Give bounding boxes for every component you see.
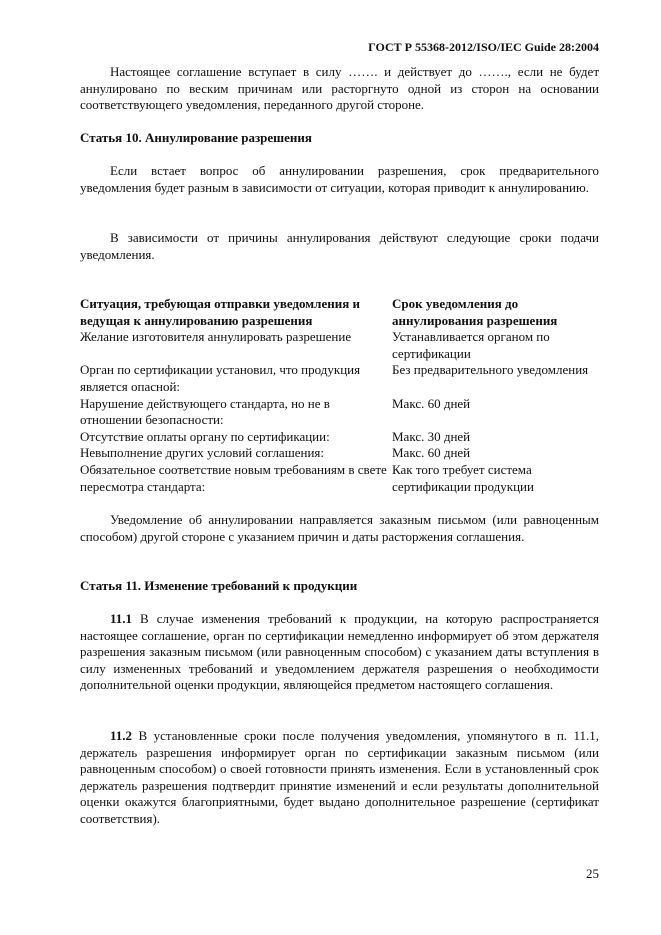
situation-cell: Обязательное соответствие новым требованиям в свете пересмотра стандарта: [80,461,387,494]
intro-paragraph: Настоящее соглашение вступает в силу ……. и действует до ……., если не будет аннулировано по веским причинам или расторгнуто одной из сторон на основании соответствующего уведомления, переданного другой стороне. [80,64,599,113]
term-cell: Без предварительного уведомления [392,362,589,378]
revocation-table [80,296,599,495]
document-header: ГОСТ Р 55368-2012/ISO/IEC Guide 28:2004 [368,40,599,54]
situation-cell: Нарушение действующего стандарта, но не в отношении безопасности: [80,395,330,428]
page-number: 25 [586,866,599,881]
article-10-paragraph-2: В зависимости от причины аннулирования действуют следующие сроки подачи уведомления. [80,230,599,262]
clause-11-1 [80,611,599,694]
table-row [80,329,599,362]
article-10-paragraph-1: Если встает вопрос об аннулировании разрешения, срок предварительного уведомления будет разным в зависимости от ситуации, которая приводит к аннулированию. [80,163,599,195]
term-cell: Устанавливается органом по сертификации [392,329,550,361]
term-cell: Макс. 60 дней [392,395,471,411]
header-situation: Ситуация, требующая отправки уведомления и ведущая к аннулированию разрешения [80,296,360,328]
table-row [80,429,599,446]
clause-11-1-text: В случае изменения требований к продукции, на которую распространяется настоящее соглашение, орган по сертификации немедленно информирует об этом держателя разрешения заказным письмом (или равноценным способом) с указанием даты вступления в силу измененных требований и уведомлением держателя разрешения о необходимости дополнительной оценки продукции, являющейся предметом настоящего соглашения. [80,611,599,693]
term-cell: Как того требует система сертификации продукции [392,461,534,494]
situation-cell: Орган по сертификации установил, что продукция является опасной: [80,362,361,394]
situation-cell: Невыполнение других условий соглашения: [80,445,324,461]
clause-11-2-text: В установленные сроки после получения уведомления, упомянутого в п. 11.1, держатель разрешения информирует орган по сертификации заказным письмом (или равноценным способом) о своей готовности принять изменения. Если в установленный срок держатель разрешения подтвердит принятие изменений и если результаты дополнительной оценки окажутся благоприятными, будет выдано дополнительное разрешение (сертификат соответствия). [80,728,599,826]
document-page [80,0,599,935]
table-row [80,362,599,395]
clause-11-1-number: 11.1 [110,611,133,626]
term-cell: Макс. 60 дней [392,445,471,461]
clause-11-2-number: 11.2 [110,728,133,743]
article-10-title: Статья 10. Аннулирование разрешения [80,130,312,145]
situation-cell: Отсутствие оплаты органу по сертификации: [80,428,330,444]
table-header-row [80,296,599,329]
term-cell: Макс. 30 дней [392,428,471,444]
table-row [80,445,599,462]
table-row [80,396,599,429]
clause-11-2 [80,728,599,828]
table-row [80,462,599,495]
header-term: Срок уведомления до аннулирования разрешения [392,296,558,328]
situation-cell: Желание изготовителя аннулировать разрешение [80,329,352,345]
article-10-paragraph-3: Уведомление об аннулировании направляется заказным письмом (или равноценным способом) другой стороне с указанием причин и даты расторжения соглашения. [80,512,599,544]
article-11-title: Статья 11. Изменение требований к продукции [80,578,358,593]
